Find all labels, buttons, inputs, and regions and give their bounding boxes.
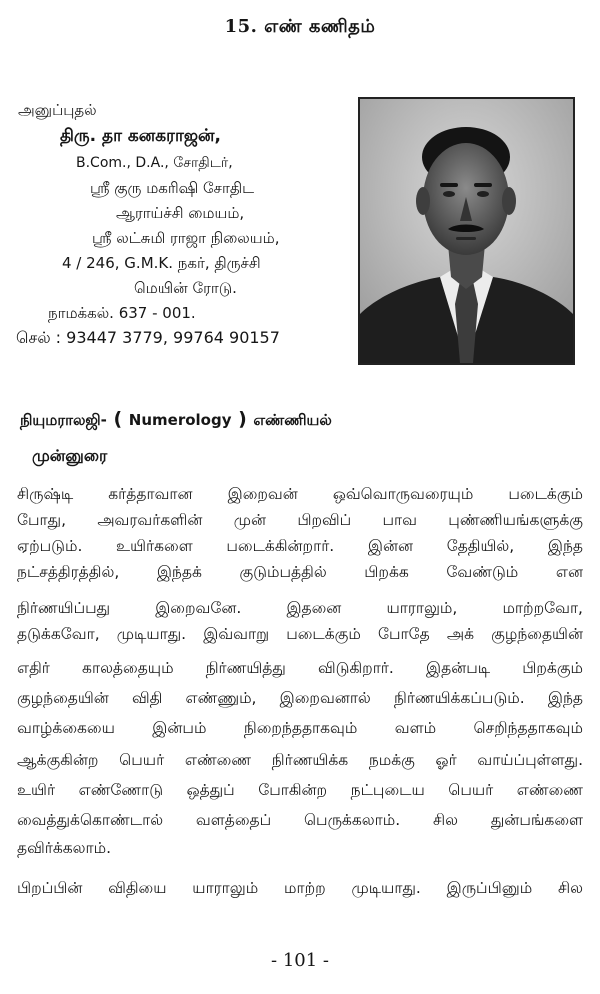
heading-close-paren: ) [231,408,254,430]
body-line-8: குழந்தையின் விதி எண்ணும், இறைவனால் நிர்ணயிக்கப்படும். இந்த [17,689,583,707]
sender-qualifications: B.Com., D.A., சோதிடர், [76,155,233,171]
sender-center-line2: ஆராய்ச்சி மையம், [116,204,245,222]
heading-english-term: Numerology [128,411,232,429]
heading-tamil-suffix: எண்ணியல் [253,411,332,429]
sender-address-block [0,96,350,356]
sender-address-line3: மெயின் ரோடு. [134,279,237,297]
body-line-11: உயிர் எண்ணோடு ஒத்துப் போகின்ற நட்புடைய பெயர் எண்ணை [17,781,583,799]
body-line-9: வாழ்க்கையை இன்பம் நிறைந்ததாகவும் வளம் செறிந்ததாகவும் [17,719,583,737]
body-line-12: வைத்துக்கொண்டால் வளத்தைப் பெருக்கலாம். சில துன்பங்களை [17,811,583,829]
body-line-13: தவிர்க்கலாம். [17,839,112,857]
body-line-2: போது, அவரவர்களின் முன் பிறவிப் பாவ புண்ணியங்களுக்கு [17,511,583,529]
subheading-introduction: முன்னுரை [32,446,108,465]
sender-name: திரு. தா கனகராஜன், [60,126,221,146]
section-heading [20,408,332,431]
sender-pin-line: நாமக்கல். 637 - 001. [48,304,196,322]
body-line-3: ஏற்படும். உயிர்களை படைக்கின்றார். இன்ன தேதியில், இந்த [17,537,583,555]
body-line-5: நிர்ணயிப்பது இறைவனே. இதனை யாராலும், மாற்றவோ, [17,599,583,617]
sender-phone-line: செல் : 93447 3779, 99764 90157 [16,328,280,347]
body-line-7: எதிர் காலத்தையும் நிர்ணயித்து விடுகிறார். இதன்படி பிறக்கும் [17,659,583,677]
body-line-6: தடுக்கவோ, முடியாது. இவ்வாறு படைக்கும் போதே அக் குழந்தையின் [17,625,583,643]
heading-tamil-prefix: நியுமராலஜி- [20,411,107,429]
body-line-1: சிருஷ்டி கர்த்தாவான இறைவன் ஒவ்வொருவரையும் படைக்கும் [17,485,583,503]
body-line-14: பிறப்பின் விதியை யாராலும் மாற்ற முடியாது. இருப்பினும் சில [17,879,583,897]
sender-center-line1: ஸ்ரீ குரு மகரிஷி சோதிட [90,179,255,197]
sender-label: அனுப்புதல் [18,101,97,119]
body-line-10: ஆக்குகின்ற பெயர் எண்ணை நிர்ணயிக்க நமக்கு ஓர் வாய்ப்புள்ளது. [17,751,583,769]
heading-open-paren: ( [106,408,129,430]
chapter-title: 15. எண் கணிதம் [224,16,376,37]
portrait-illustration [360,99,573,363]
sender-address-line1: ஸ்ரீ லட்சுமி ராஜா நிலையம், [92,229,280,247]
body-line-4: நட்சத்திரத்தில், இந்தக் குடும்பத்தில் பிறக்க வேண்டும் என [17,563,583,581]
sender-address-line2: 4 / 246, G.M.K. நகர், திருச்சி [62,254,261,272]
page-number: - 101 - [271,950,329,971]
author-portrait-photo [358,97,575,365]
